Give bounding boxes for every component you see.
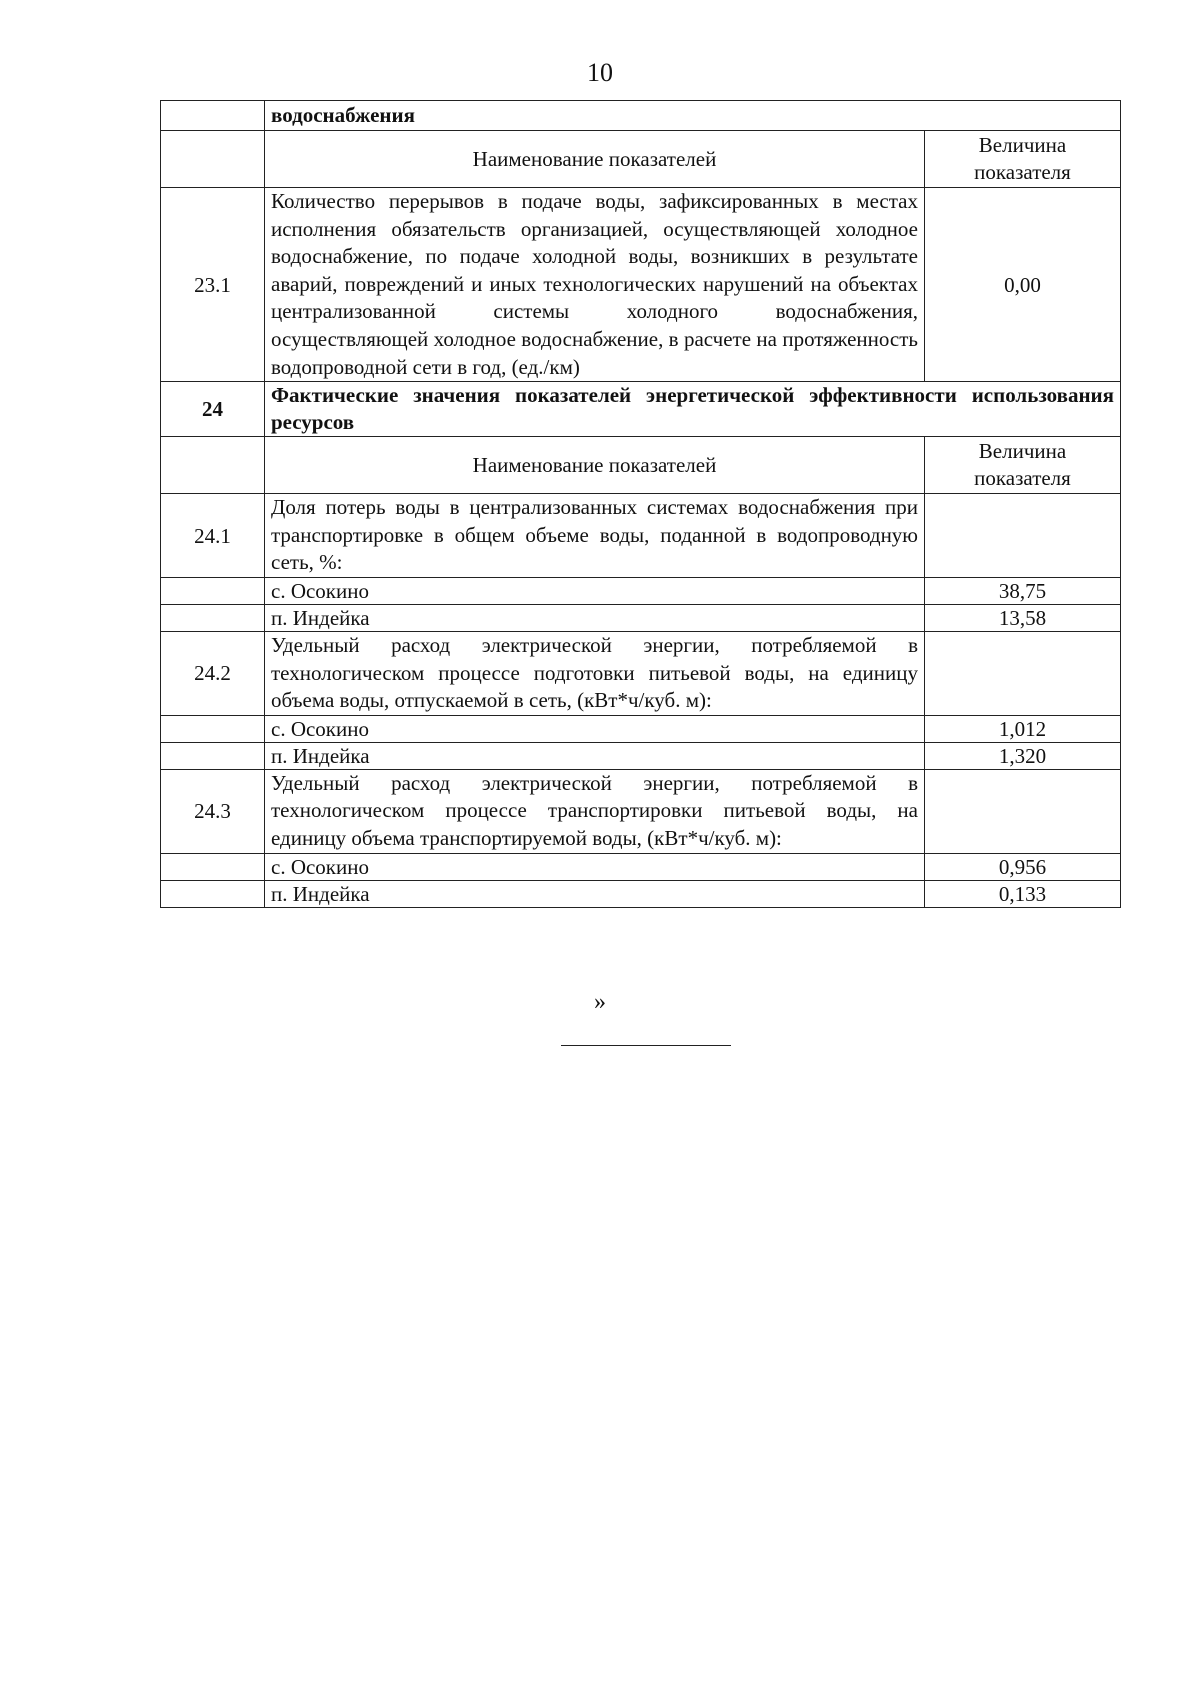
- column-header-name: Наименование показателей: [265, 437, 925, 494]
- column-header-name: Наименование показателей: [265, 131, 925, 188]
- settlement-value: 1,012: [925, 715, 1121, 742]
- empty-cell: [161, 131, 265, 188]
- empty-cell: [925, 631, 1121, 715]
- empty-cell: [161, 742, 265, 769]
- empty-cell: [161, 437, 265, 494]
- sub-row: [161, 715, 1121, 742]
- indicators-table: [160, 100, 1121, 908]
- closing-quote: »: [594, 989, 606, 1015]
- table-row: [161, 494, 1121, 578]
- column-header-value: Величина показателя: [925, 437, 1121, 494]
- indicator-description: Количество перерывов в подаче воды, зафиксированных в местах исполнения обязательств организацией, осуществляющей холодное водоснабжение, по подаче холодной воды, возникших в результате аварий, повреждений и иных технологических нарушений на объектах централизованной системы холодного водоснабжения, осуществляющей холодное водоснабжение, в расчете на протяженность водопроводной сети в год, (ед./км): [265, 188, 925, 382]
- empty-cell: [161, 715, 265, 742]
- sub-row: [161, 880, 1121, 907]
- settlement-name: с. Осокино: [265, 853, 925, 880]
- empty-cell: [925, 769, 1121, 853]
- section-continuation-title: водоснабжения: [265, 101, 1121, 131]
- settlement-value: 0,956: [925, 853, 1121, 880]
- indicator-description: Удельный расход электрической энергии, потребляемой в технологическом процессе подготовки питьевой воды, на единицу объема воды, отпускаемой в сеть, (кВт*ч/куб. м):: [265, 631, 925, 715]
- settlement-name: с. Осокино: [265, 577, 925, 604]
- empty-cell: [161, 577, 265, 604]
- table-row: [161, 101, 1121, 131]
- settlement-value: 1,320: [925, 742, 1121, 769]
- row-number: 24.2: [161, 631, 265, 715]
- section-number: 24: [161, 382, 265, 437]
- settlement-name: с. Осокино: [265, 715, 925, 742]
- empty-cell: [161, 604, 265, 631]
- page-number: 10: [587, 58, 613, 87]
- empty-cell: [161, 880, 265, 907]
- row-number: 24.3: [161, 769, 265, 853]
- indicator-value: 0,00: [925, 188, 1121, 382]
- table-row: [161, 188, 1121, 382]
- column-header-row: [161, 131, 1121, 188]
- row-number: 23.1: [161, 188, 265, 382]
- sub-row: [161, 604, 1121, 631]
- table-row: [161, 769, 1121, 853]
- sub-row: [161, 577, 1121, 604]
- settlement-value: 38,75: [925, 577, 1121, 604]
- empty-cell: [161, 853, 265, 880]
- end-rule-divider: [561, 1045, 731, 1046]
- settlement-name: п. Индейка: [265, 880, 925, 907]
- indicator-description: Доля потерь воды в централизованных системах водоснабжения при транспортировке в общем объеме воды, поданной в водопроводную сеть, %:: [265, 494, 925, 578]
- settlement-value: 0,133: [925, 880, 1121, 907]
- empty-cell: [925, 494, 1121, 578]
- column-header-value: Величина показателя: [925, 131, 1121, 188]
- section-row: [161, 382, 1121, 437]
- section-title: Фактические значения показателей энергетической эффективности использования ресурсов: [265, 382, 1121, 437]
- table-row: [161, 631, 1121, 715]
- indicator-description: Удельный расход электрической энергии, потребляемой в технологическом процессе транспортировки питьевой воды, на единицу объема транспортируемой воды, (кВт*ч/куб. м):: [265, 769, 925, 853]
- sub-row: [161, 742, 1121, 769]
- row-number: 24.1: [161, 494, 265, 578]
- settlement-value: 13,58: [925, 604, 1121, 631]
- empty-cell: [161, 101, 265, 131]
- settlement-name: п. Индейка: [265, 604, 925, 631]
- settlement-name: п. Индейка: [265, 742, 925, 769]
- column-header-row: [161, 437, 1121, 494]
- sub-row: [161, 853, 1121, 880]
